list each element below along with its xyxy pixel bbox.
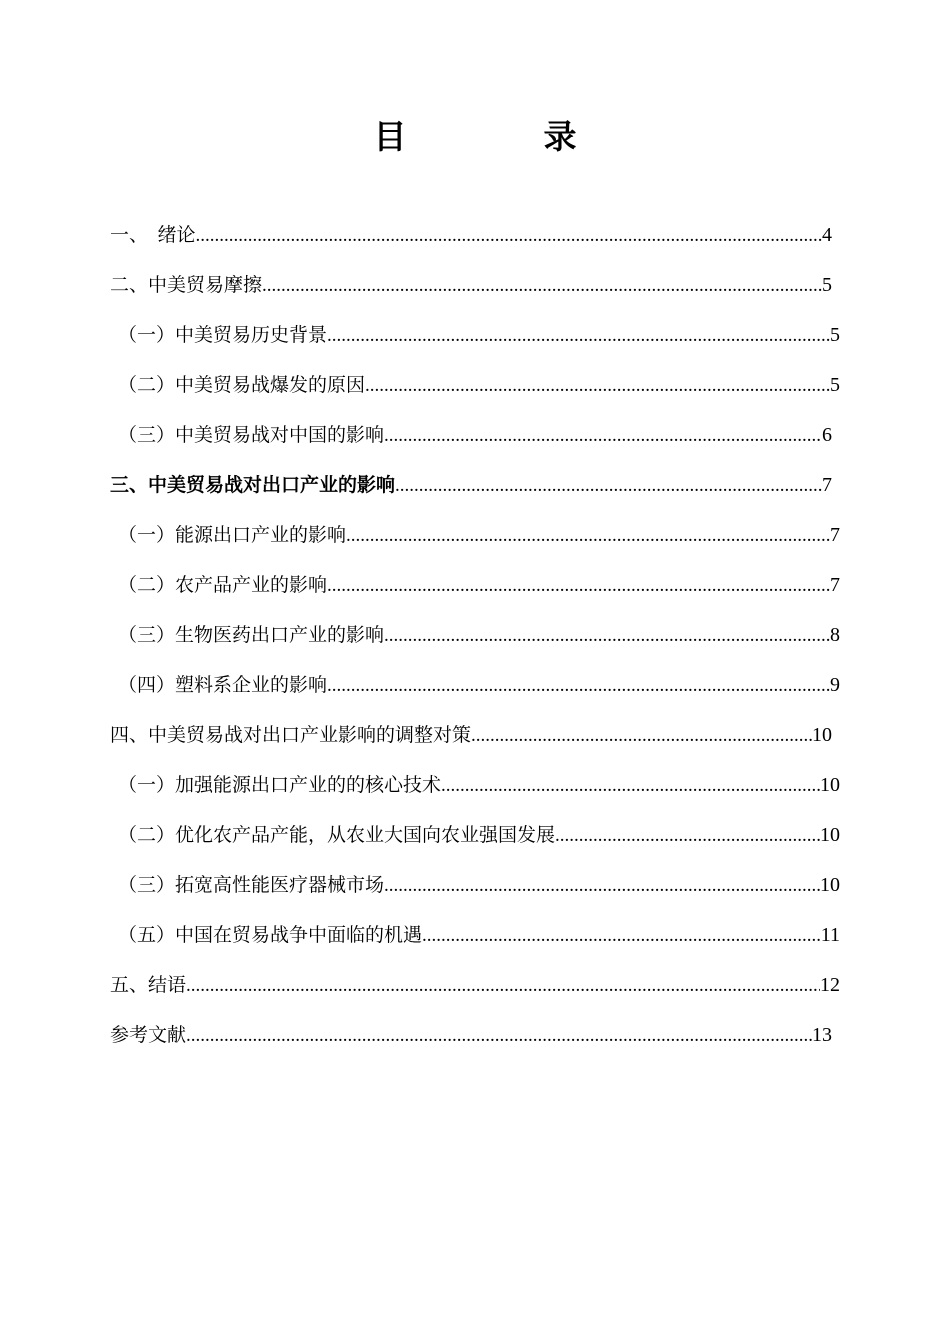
toc-page-number: 10 (820, 774, 840, 796)
toc-page-number: 5 (830, 324, 840, 346)
toc-page-number: 10 (812, 724, 832, 746)
toc-entry-label: （一）中美贸易历史背景 (118, 324, 328, 346)
toc-leader-dots (327, 661, 830, 711)
toc-entry-references[interactable] (110, 1010, 832, 1060)
toc-entry-introduction[interactable] (110, 210, 832, 260)
toc-leader-dots (422, 911, 821, 961)
toc-entry-label: 一、 绪论 (110, 224, 196, 246)
toc-entry-label: （二）中美贸易战爆发的原因 (118, 374, 366, 396)
toc-entry-energy-export[interactable] (118, 510, 840, 560)
toc-entry-plastics[interactable] (118, 660, 840, 710)
toc-entry-label: 参考文献 (110, 1024, 187, 1046)
toc-leader-dots (327, 561, 830, 611)
toc-entry-export-industry-impact[interactable] (110, 460, 832, 510)
toc-entry-trade-friction[interactable] (110, 260, 832, 310)
toc-entry-opportunities[interactable] (118, 910, 840, 960)
toc-page-number: 5 (822, 274, 832, 296)
toc-entry-label: （五）中国在贸易战争中面临的机遇 (118, 924, 423, 946)
toc-page-number: 7 (830, 574, 840, 596)
toc-page-number: 10 (820, 874, 840, 896)
toc-entry-history-background[interactable] (118, 310, 840, 360)
toc-entry-label: 三、中美贸易战对出口产业的影响 (110, 474, 396, 496)
toc-leader-dots (262, 261, 822, 311)
toc-leader-dots (471, 711, 812, 761)
toc-entry-core-technology[interactable] (118, 760, 840, 810)
toc-entry-label: （二）优化农产品产能，从农业大国向农业强国发展 (118, 824, 556, 846)
toc-page-number: 5 (830, 374, 840, 396)
toc-page-number: 11 (820, 924, 840, 946)
toc-entry-label: （三）拓宽高性能医疗器械市场 (118, 874, 385, 896)
toc-leader-dots (365, 361, 830, 411)
page-title: 目 录 (373, 117, 629, 156)
toc-page-number: 13 (812, 1024, 832, 1046)
toc-page-number: 4 (822, 224, 832, 246)
toc-entry-label: （一）加强能源出口产业的的核心技术 (118, 774, 442, 796)
toc-leader-dots (395, 461, 822, 511)
toc-leader-dots (384, 411, 822, 461)
toc-page-number: 12 (820, 974, 840, 996)
toc-leader-dots (384, 861, 820, 911)
toc-entry-label: 五、结语 (110, 974, 187, 996)
toc-leader-dots (327, 311, 830, 361)
toc-entry-label: （三）中美贸易战对中国的影响 (118, 424, 385, 446)
toc-page-number: 7 (822, 474, 832, 496)
toc-page-number: 7 (830, 524, 840, 546)
toc-entry-medical-devices[interactable] (118, 860, 840, 910)
toc-entry-conclusion[interactable] (110, 960, 840, 1010)
toc-leader-dots (186, 1011, 812, 1061)
toc-entry-label: （四）塑料系企业的影响 (118, 674, 328, 696)
toc-entry-label: （三）生物医药出口产业的影响 (118, 624, 385, 646)
toc-page-number: 9 (830, 674, 840, 696)
toc-entry-countermeasures[interactable] (110, 710, 832, 760)
toc-entry-agricultural-capacity[interactable] (118, 810, 840, 860)
toc-leader-dots (441, 761, 820, 811)
toc-entry-impact-on-china[interactable] (118, 410, 832, 460)
toc-leader-dots (555, 811, 820, 861)
toc-entry-label: （二）农产品产业的影响 (118, 574, 328, 596)
toc-entry-biomedicine[interactable] (118, 610, 840, 660)
toc-entry-war-causes[interactable] (118, 360, 840, 410)
toc-entry-label: （一）能源出口产业的影响 (118, 524, 347, 546)
toc-leader-dots (346, 511, 830, 561)
toc-page-number: 6 (822, 424, 832, 446)
toc-page-number: 10 (820, 824, 840, 846)
toc-entry-agriculture[interactable] (118, 560, 840, 610)
toc-entry-label: 二、中美贸易摩擦 (110, 274, 263, 296)
toc-leader-dots (384, 611, 830, 661)
toc-page-number: 8 (830, 624, 840, 646)
toc-leader-dots (186, 961, 820, 1011)
toc-entry-label: 四、中美贸易战对出口产业影响的调整对策 (110, 724, 472, 746)
toc-leader-dots (196, 211, 822, 261)
